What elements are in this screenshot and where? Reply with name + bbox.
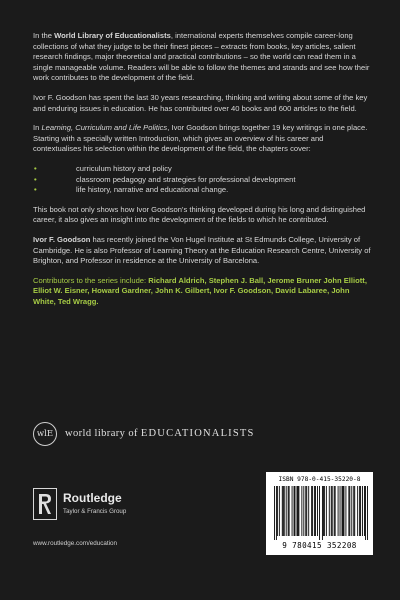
insight-paragraph: This book not only shows how Ivor Goodson's thinking developed during his long and distinguished career, it also gives an insight into the development of the fields to which he contributed. xyxy=(33,204,366,225)
author-name: Ivor F. Goodson xyxy=(33,234,91,244)
list-item-text: classroom pedagogy and strategies for professional development xyxy=(76,174,296,184)
intro-paragraph xyxy=(33,31,373,84)
isbn-number: 9 780415 352208 xyxy=(282,541,357,550)
bullet-icon: • xyxy=(34,163,37,173)
book-rest: , Ivor Goodson brings together 19 key writings in one place. Starting with a specially written Introduction, which gives an overview of his career and contextualises his selection within the development of the field, the chapters cover: xyxy=(33,123,368,154)
book-lead: In xyxy=(33,123,42,133)
blurb-text xyxy=(33,31,373,316)
routledge-r-icon xyxy=(33,488,57,520)
list-item-text: life history, narrative and educational change. xyxy=(76,185,229,195)
publisher-name: Routledge xyxy=(63,491,122,505)
series-name xyxy=(65,428,255,439)
bullet-icon: • xyxy=(34,185,37,195)
intro-lead: In the xyxy=(33,31,55,40)
series-name-lower: world library of xyxy=(65,428,141,439)
author-bio xyxy=(33,235,373,267)
contributors-lead: Contributors to the series include: xyxy=(33,275,149,285)
publisher-logo xyxy=(33,488,173,528)
wle-logo-icon: wlE xyxy=(33,422,57,446)
barcode-icon xyxy=(274,486,368,540)
bio-rest: has recently joined the Von Hugel Institute at St Edmunds College, University of Cambridge. He is also Professor of Learning Theory at the Education Research Centre, University of Brighton, and Professor in residence at the University of Barcelona. xyxy=(33,234,371,266)
isbn-barcode xyxy=(266,472,373,555)
list-item xyxy=(33,185,373,196)
series-logo xyxy=(33,418,373,450)
career-paragraph: Ivor F. Goodson has spent the last 30 years researching, thinking and writing about some of the key and enduring issues in education. He has contributed over 40 books and 600 articles to the field. xyxy=(33,92,368,113)
list-item xyxy=(33,164,373,175)
intro-rest: , international experts themselves compile career-long collections of what they judge to be their finest pieces – extracts from books, key articles, salient research findings, major theoretical and practical contributions – so the world can read them in a single manageable volume. Readers will be able to follow the themes and strands and see how their work contributes to the development of the field. xyxy=(33,31,370,83)
series-title-bold: World Library of Educationalists xyxy=(54,31,171,40)
contributors-names: Richard Aldrich, Stephen J. Ball, Jerome Bruner John Elliott, Elliot W. Eisner, Howard Gardner, John K. Gilbert, Ivor F. Goodson, David Labaree, John White, Ted Wragg. xyxy=(33,275,367,306)
chapter-topics-list xyxy=(33,164,373,196)
isbn-label: ISBN 978-0-415-35220-8 xyxy=(278,476,361,483)
bullet-icon: • xyxy=(34,174,37,184)
book-title-italic: Learning, Curriculum and Life Politics xyxy=(41,123,168,133)
book-paragraph xyxy=(33,123,373,155)
publisher-url: www.routledge.com/education xyxy=(33,540,118,547)
contributors-paragraph xyxy=(33,276,373,308)
list-item-text: curriculum history and policy xyxy=(76,163,172,173)
series-name-caps: EDUCATIONALISTS xyxy=(140,428,255,439)
publisher-group: Taylor & Francis Group xyxy=(63,508,127,515)
list-item xyxy=(33,175,373,186)
